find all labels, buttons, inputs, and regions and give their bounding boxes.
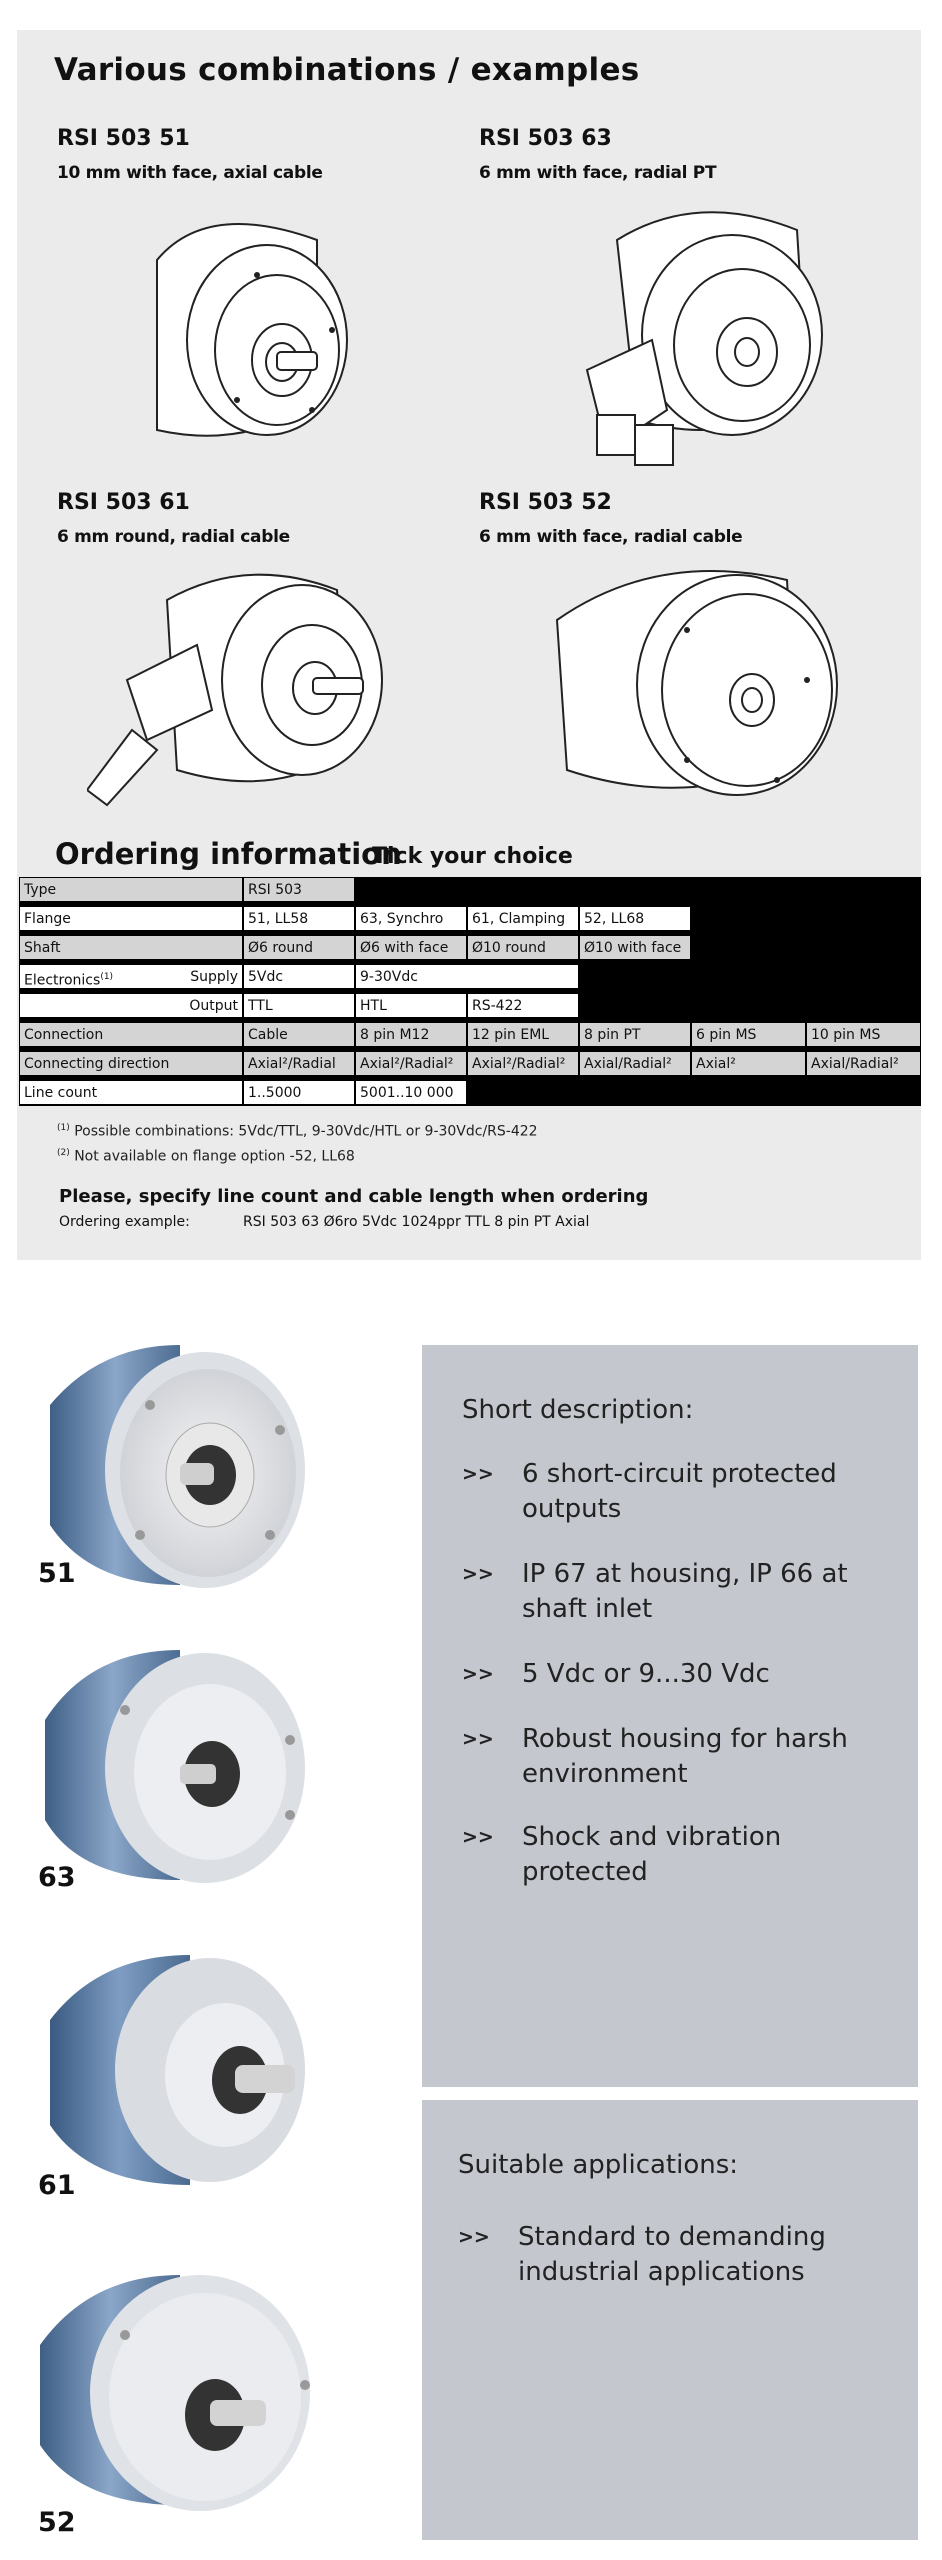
model-desc: 10 mm with face, axial cable [57, 163, 323, 183]
short-description-box [422, 1345, 918, 2087]
bullet-arrow: >> [458, 2226, 490, 2248]
encoder-63-image [30, 1640, 330, 1890]
model-52-caption [479, 490, 899, 547]
option-flange[interactable]: 51, LL58 [243, 906, 355, 931]
footnote-1-mark: (1) [57, 1123, 70, 1133]
bullet-text: Shock and vibration protected [522, 1822, 782, 1887]
option-shaft[interactable]: Ø6 round [243, 935, 355, 960]
model-name: RSI 503 52 [479, 490, 612, 515]
footnote-1 [57, 1123, 538, 1140]
bullet-arrow: >> [462, 1563, 494, 1585]
row-label-output [19, 993, 243, 1018]
encoder-63-label: 63 [38, 1862, 76, 1893]
row-label-type: Type [19, 877, 243, 902]
encoder-61-image [30, 1950, 340, 2190]
row-label-direction: Connecting direction [19, 1051, 243, 1076]
row-label-shaft: Shaft [19, 935, 243, 960]
ordering-example-value: RSI 503 63 Ø6ro 5Vdc 1024ppr TTL 8 pin PT Axial [243, 1214, 590, 1230]
combinations-title: Various combinations / examples [54, 52, 640, 88]
model-desc: 6 mm round, radial cable [57, 527, 290, 547]
option-line-count[interactable]: 5001..10 000 [355, 1080, 467, 1105]
option-supply[interactable]: 5Vdc [243, 964, 355, 989]
bullet-text: 6 short-circuit protected outputs [522, 1459, 837, 1524]
option-connection[interactable]: 12 pin EML [467, 1022, 579, 1047]
bullet-text: 5 Vdc or 9...30 Vdc [522, 1659, 770, 1689]
model-63-caption [479, 126, 899, 183]
combinations-panel [17, 30, 921, 1260]
option-flange[interactable]: 52, LL68 [579, 906, 691, 931]
model-63-illustration [557, 200, 857, 490]
option-direction[interactable]: Axial² [691, 1051, 806, 1076]
model-52-illustration [537, 560, 857, 810]
applications-title: Suitable applications: [458, 2150, 739, 2180]
option-direction[interactable]: Axial²/Radial² [467, 1051, 579, 1076]
bullet-text: IP 67 at housing, IP 66 at shaft inlet [522, 1559, 848, 1624]
bullet-text: Robust housing for harsh environment [522, 1724, 848, 1789]
ordering-subtitle: Tick your choice [372, 844, 573, 869]
encoder-61-label: 61 [38, 2170, 76, 2201]
option-direction[interactable]: Axial/Radial² [579, 1051, 691, 1076]
option-direction[interactable]: Axial²/Radial² [355, 1051, 467, 1076]
output-label: Output [189, 998, 238, 1014]
option-connection[interactable]: Cable [243, 1022, 355, 1047]
option-output[interactable]: RS-422 [467, 993, 579, 1018]
bullet-text: Standard to demanding industrial applications [518, 2222, 826, 2287]
short-description-title: Short description: [462, 1395, 694, 1425]
option-supply[interactable]: 9-30Vdc [355, 964, 579, 989]
electronics-footnote-mark: (1) [100, 972, 114, 982]
bullet-arrow: >> [462, 1463, 494, 1485]
option-connection[interactable]: 6 pin MS [691, 1022, 806, 1047]
encoder-51-image [30, 1335, 330, 1595]
model-name: RSI 503 61 [57, 490, 190, 515]
ordering-title: Ordering information [55, 837, 402, 871]
option-line-count[interactable]: 1..5000 [243, 1080, 355, 1105]
option-output[interactable]: HTL [355, 993, 467, 1018]
row-label-electronics [19, 964, 243, 989]
applications-box [422, 2100, 918, 2540]
row-label-connection: Connection [19, 1022, 243, 1047]
ordering-table [19, 877, 921, 1106]
option-flange[interactable]: 61, Clamping [467, 906, 579, 931]
encoder-51-label: 51 [38, 1558, 76, 1589]
option-flange[interactable]: 63, Synchro [355, 906, 467, 931]
footnote-2-text: Not available on flange option -52, LL68 [74, 1148, 355, 1165]
footnote-2 [57, 1148, 355, 1165]
ordering-example-label: Ordering example: [59, 1214, 190, 1230]
supply-label: Supply [190, 969, 238, 985]
option-direction[interactable]: Axial²/Radial [243, 1051, 355, 1076]
bullet-arrow: >> [462, 1728, 494, 1750]
bullet-arrow: >> [462, 1826, 494, 1848]
model-51-caption [57, 126, 477, 183]
model-51-illustration [117, 200, 377, 470]
option-connection[interactable]: 10 pin MS [806, 1022, 921, 1047]
electronics-label: Electronics [24, 972, 101, 989]
model-name: RSI 503 63 [479, 126, 612, 151]
option-type[interactable]: RSI 503 [243, 877, 355, 902]
model-desc: 6 mm with face, radial cable [479, 527, 743, 547]
footnote-2-mark: (2) [57, 1148, 70, 1158]
bullet-arrow: >> [462, 1663, 494, 1685]
option-shaft[interactable]: Ø10 round [467, 935, 579, 960]
encoder-52-label: 52 [38, 2507, 76, 2538]
option-connection[interactable]: 8 pin M12 [355, 1022, 467, 1047]
option-connection[interactable]: 8 pin PT [579, 1022, 691, 1047]
model-61-caption [57, 490, 477, 547]
model-desc: 6 mm with face, radial PT [479, 163, 717, 183]
option-shaft[interactable]: Ø10 with face [579, 935, 691, 960]
option-direction[interactable]: Axial/Radial² [806, 1051, 921, 1076]
model-name: RSI 503 51 [57, 126, 190, 151]
option-shaft[interactable]: Ø6 with face [355, 935, 467, 960]
option-output[interactable]: TTL [243, 993, 355, 1018]
footnote-1-text: Possible combinations: 5Vdc/TTL, 9-30Vdc/HTL or 9-30Vdc/RS-422 [74, 1123, 538, 1140]
encoder-52-image [30, 2265, 330, 2515]
model-61-illustration [87, 560, 417, 810]
row-label-line-count: Line count [19, 1080, 243, 1105]
ordering-note: Please, specify line count and cable length when ordering [59, 1186, 649, 1207]
row-label-flange: Flange [19, 906, 243, 931]
